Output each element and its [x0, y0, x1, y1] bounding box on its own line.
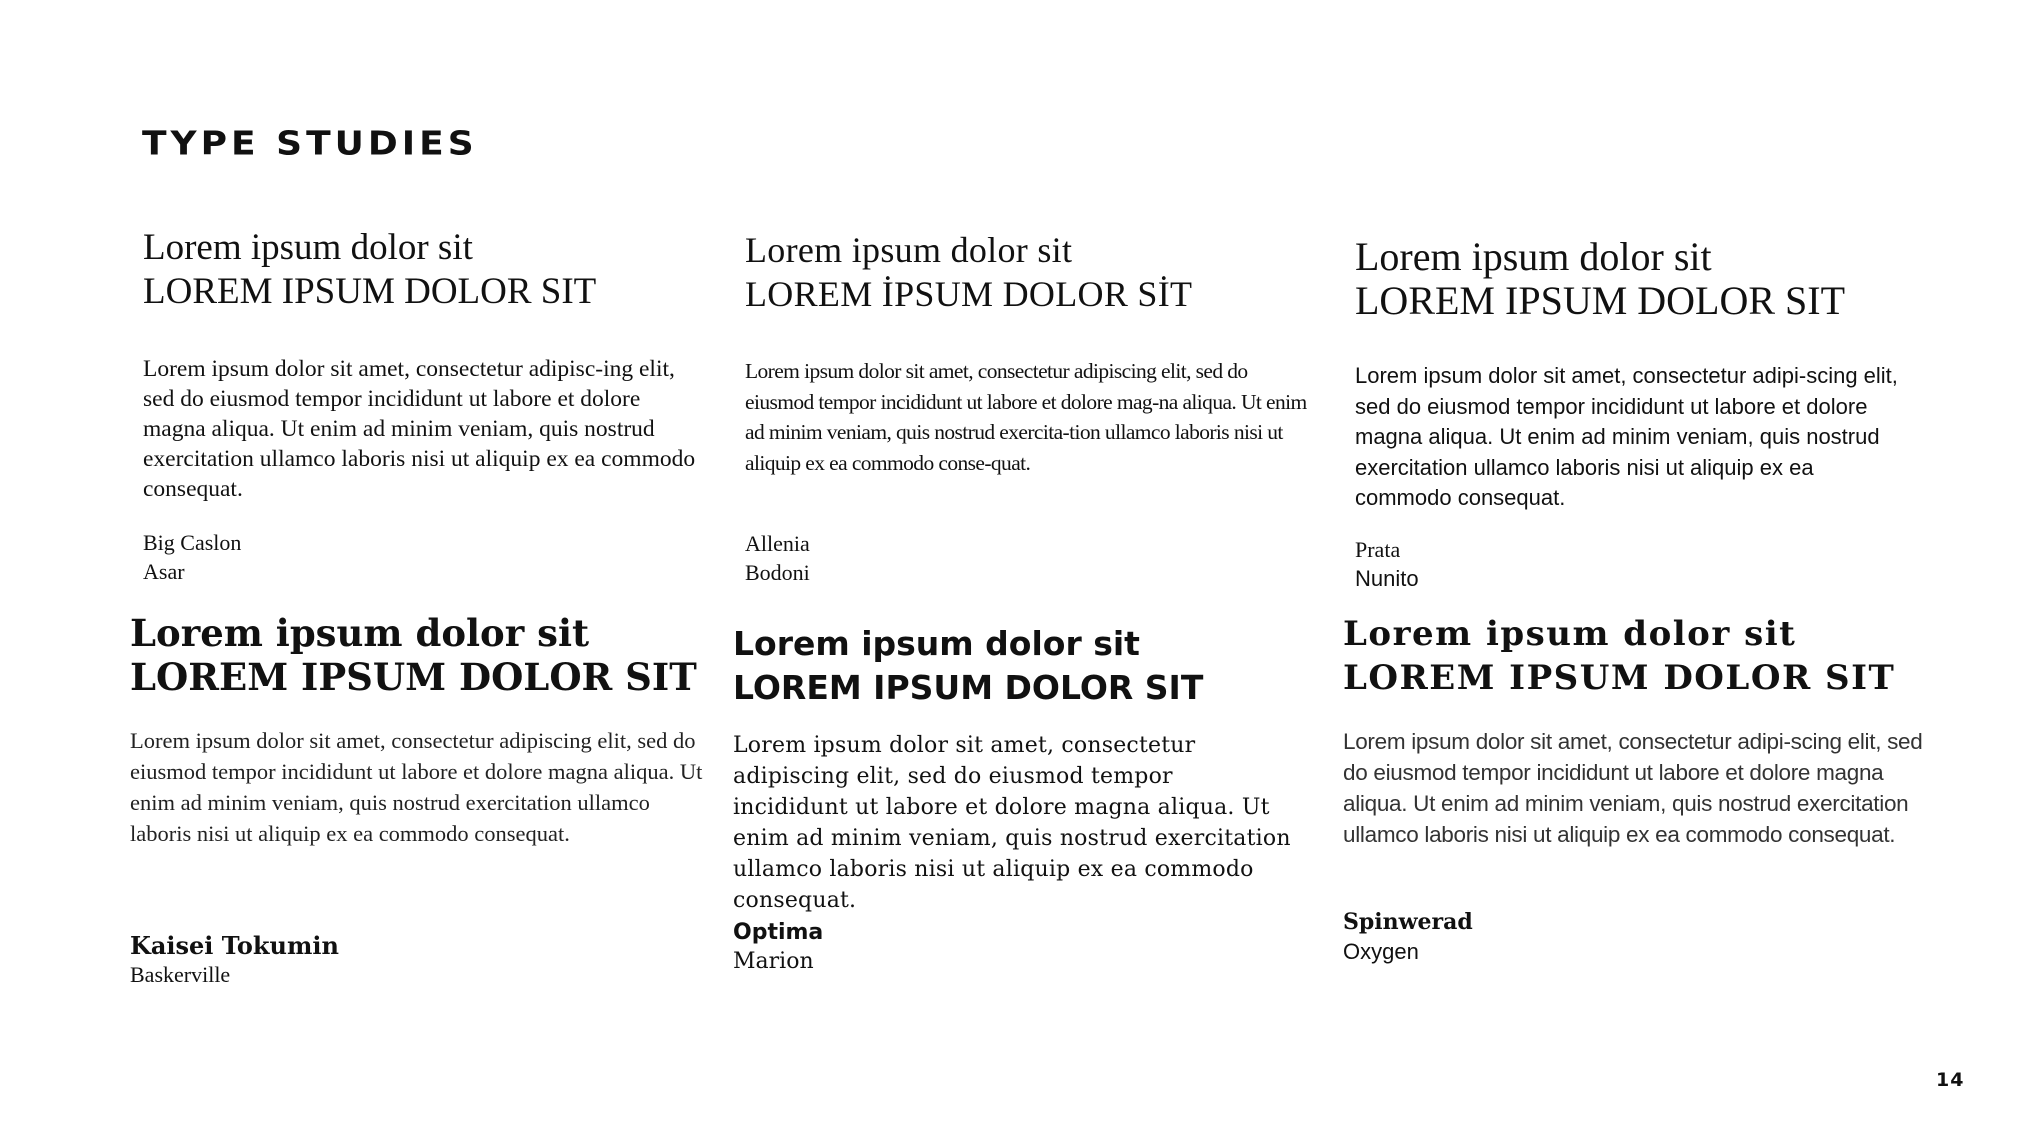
heading-sample-mixed-case: Lorem ipsum dolor sit	[143, 227, 473, 268]
font-pairing-label	[130, 931, 339, 989]
type-study-kaisei-tokumin-baskerville	[130, 611, 710, 987]
heading-font-name: Prata	[1355, 537, 1401, 562]
study-heading	[745, 228, 1310, 316]
heading-sample-uppercase: LOREM IPSUM DOLOR SIT	[1355, 278, 1846, 323]
study-heading	[143, 226, 703, 314]
heading-sample-mixed-case: Lorem ipsum dolor sit	[1343, 614, 1797, 654]
body-sample-text: Lorem ipsum dolor sit amet, consectetur adipi-scing elit, sed do eiusmod tempor incididunt ut labore et dolore magna aliqua. Ut enim ad minim veniam, quis nostrud exercitation ullamco laboris nisi ut aliquip ex ea commodo consequat.	[1355, 363, 1898, 510]
body-font-name: Nunito	[1355, 566, 1419, 591]
body-sample-text: Lorem ipsum dolor sit amet, consectetur adipisc-ing elit, sed do eiusmod tempor incididunt ut labore et dolore magna aliqua. Ut enim ad minim veniam, quis nostrud exercitation ullamco laboris nisi ut aliquip ex ea commodo consequat.	[143, 356, 696, 502]
heading-sample-mixed-case: Lorem ipsum dolor sit	[130, 611, 590, 655]
body-font-name: Baskerville	[130, 962, 231, 987]
body-sample-text: Lorem ipsum dolor sit amet, consectetur adipiscing elit, sed do eiusmod tempor incididunt ut labore et dolore mag-na aliqua. Ut enim ad minim veniam, quis nostrud exercita-tion ullamco laboris nisi ut aliquip ex ea commodo conse-quat.	[745, 359, 1307, 475]
type-study-optima-marion	[733, 622, 1293, 974]
heading-sample-uppercase: LOREM IPSUM DOLOR SIT	[1343, 658, 1896, 698]
body-sample-text: Lorem ipsum dolor sit amet, consectetur adipiscing elit, sed do eiusmod tempor incididunt ut labore et dolore magna aliqua. Ut enim ad minim veniam, quis nostrud exercitation ullamco laboris nisi ut aliquip ex ea commodo consequat.	[733, 733, 1291, 913]
heading-sample-mixed-case: Lorem ipsum dolor sit	[745, 230, 1073, 270]
page-title: TYPE STUDIES	[142, 125, 478, 163]
font-pairing-label	[733, 918, 823, 976]
heading-font-name: Spinwerad	[1343, 909, 1473, 935]
study-heading	[733, 622, 1293, 710]
font-pairing-label	[1343, 908, 1473, 966]
type-study-allenia-bodoni	[745, 228, 1310, 585]
body-sample-text: Lorem ipsum dolor sit amet, consectetur adipiscing elit, sed do eiusmod tempor incididunt ut labore et dolore magna aliqua. Ut enim ad minim veniam, quis nostrud exercitation ullamco laboris nisi ut aliquip ex ea commodo consequat.	[130, 728, 703, 846]
body-font-name: Oxygen	[1343, 939, 1419, 964]
body-font-name: Bodoni	[745, 560, 810, 585]
heading-sample-uppercase: LOREM IPSUM DOLOR SIT	[130, 655, 697, 699]
type-study-spinwerad-oxygen	[1343, 612, 1923, 964]
heading-sample-mixed-case: Lorem ipsum dolor sit	[1355, 234, 1712, 279]
type-study-big-caslon-asar	[143, 226, 703, 584]
font-pairing-label	[1355, 535, 1419, 593]
font-pairing-label	[143, 528, 241, 586]
font-pairing-label	[745, 529, 810, 587]
type-study-prata-nunito	[1355, 234, 1915, 591]
heading-sample-uppercase: LOREM İPSUM DOLOR SİT	[745, 274, 1193, 314]
heading-sample-uppercase: LOREM IPSUM DOLOR SIT	[733, 668, 1204, 707]
heading-sample-mixed-case: Lorem ipsum dolor sit	[733, 624, 1140, 663]
heading-sample-uppercase: LOREM IPSUM DOLOR SIT	[143, 271, 597, 312]
study-heading	[130, 611, 710, 699]
heading-font-name: Big Caslon	[143, 530, 242, 555]
body-font-name: Asar	[143, 559, 185, 584]
body-sample-text: Lorem ipsum dolor sit amet, consectetur adipi-scing elit, sed do eiusmod tempor incididunt ut labore et dolore magna aliqua. Ut enim ad minim veniam, quis nostrud exercitation ullamco laboris nisi ut aliquip ex ea commodo consequat.	[1343, 729, 1923, 847]
study-heading	[1343, 612, 1923, 700]
heading-font-name: Optima	[733, 920, 824, 945]
heading-font-name: Kaisei Tokumin	[130, 931, 339, 960]
page-number: 14	[1936, 1069, 1965, 1091]
heading-font-name: Allenia	[745, 531, 810, 556]
study-heading	[1355, 235, 1915, 323]
body-font-name: Marion	[733, 949, 814, 974]
